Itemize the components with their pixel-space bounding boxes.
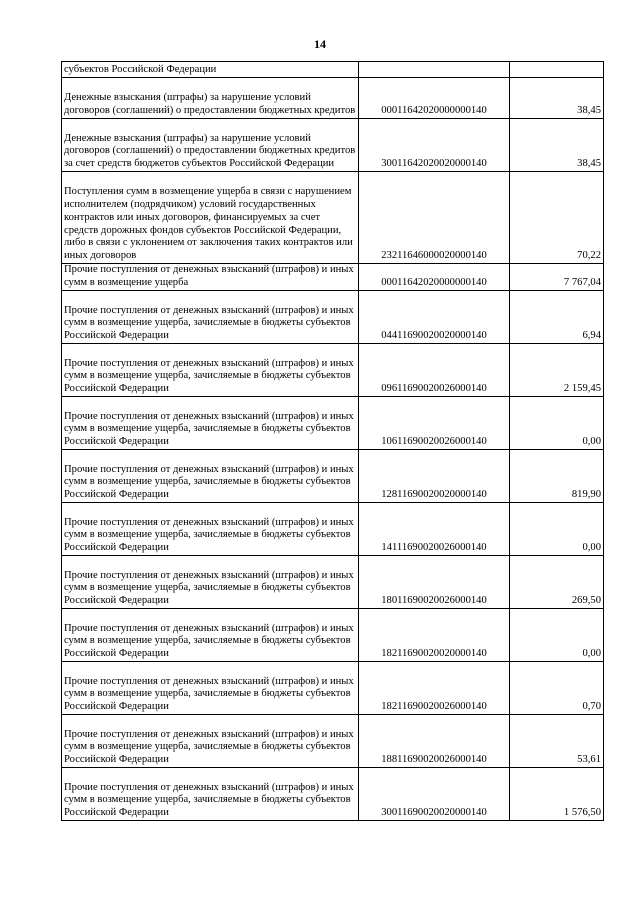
revenue-name-cell: Прочие поступления от денежных взысканий (штрафов) и иных сумм в возмещение ущерба, зачисляемые в бюджеты субъектов Российской Федерации (62, 291, 359, 344)
budget-code-cell: 12811690020020000140 (359, 450, 510, 503)
budget-code-cell: 23211646000020000140 (359, 172, 510, 264)
amount-cell: 0,70 (510, 662, 604, 715)
budget-code-cell: 18211690020026000140 (359, 662, 510, 715)
revenue-name-cell: Денежные взыскания (штрафы) за нарушение условий договоров (соглашений) о предоставлении бюджетных кредитов (62, 78, 359, 119)
budget-code-cell: 30011642020020000140 (359, 119, 510, 172)
amount-cell: 1 576,50 (510, 768, 604, 821)
amount-cell: 2 159,45 (510, 344, 604, 397)
table-row (62, 715, 604, 768)
budget-code-cell: 18011690020026000140 (359, 556, 510, 609)
revenue-name-cell: Поступления сумм в возмещение ущерба в связи с нарушением исполнителем (подрядчиком) условий государственных контрактов или иных договоров, финансируемых за счет средств дорожных фондов субъектов Российской Федерации, либо в связи с уклонением от заключения таких контрактов или иных договоров (62, 172, 359, 264)
amount-cell: 269,50 (510, 556, 604, 609)
revenue-name-cell: Прочие поступления от денежных взысканий (штрафов) и иных сумм в возмещение ущерба, зачисляемые в бюджеты субъектов Российской Федерации (62, 609, 359, 662)
amount-cell: 0,00 (510, 397, 604, 450)
table-row (62, 264, 604, 291)
amount-cell: 38,45 (510, 78, 604, 119)
revenue-name-cell: Прочие поступления от денежных взысканий (штрафов) и иных сумм в возмещение ущерба, зачисляемые в бюджеты субъектов Российской Федерации (62, 662, 359, 715)
budget-revenue-table (61, 61, 604, 821)
table-row (62, 344, 604, 397)
table-row (62, 291, 604, 344)
revenue-name-cell: Прочие поступления от денежных взысканий (штрафов) и иных сумм в возмещение ущерба (62, 264, 359, 291)
budget-code-cell: 00011642020000000140 (359, 264, 510, 291)
table-row (62, 62, 604, 78)
budget-code-cell: 30011690020020000140 (359, 768, 510, 821)
revenue-name-cell: Прочие поступления от денежных взысканий (штрафов) и иных сумм в возмещение ущерба, зачисляемые в бюджеты субъектов Российской Федерации (62, 397, 359, 450)
table-row (62, 503, 604, 556)
budget-code-cell: 00011642020000000140 (359, 78, 510, 119)
page-number: 14 (314, 37, 326, 51)
amount-cell: 38,45 (510, 119, 604, 172)
amount-cell: 7 767,04 (510, 264, 604, 291)
revenue-name-cell: Денежные взыскания (штрафы) за нарушение условий договоров (соглашений) о предоставлении бюджетных кредитов за счет средств бюджетов субъектов Российской Федерации (62, 119, 359, 172)
table-row (62, 556, 604, 609)
amount-cell: 53,61 (510, 715, 604, 768)
revenue-name-cell: Прочие поступления от денежных взысканий (штрафов) и иных сумм в возмещение ущерба, зачисляемые в бюджеты субъектов Российской Федерации (62, 450, 359, 503)
amount-cell: 70,22 (510, 172, 604, 264)
revenue-name-cell: Прочие поступления от денежных взысканий (штрафов) и иных сумм в возмещение ущерба, зачисляемые в бюджеты субъектов Российской Федерации (62, 556, 359, 609)
table-row (62, 609, 604, 662)
table-row (62, 397, 604, 450)
table-row (62, 172, 604, 264)
revenue-name-cell: Прочие поступления от денежных взысканий (штрафов) и иных сумм в возмещение ущерба, зачисляемые в бюджеты субъектов Российской Федерации (62, 344, 359, 397)
budget-code-cell: 18211690020020000140 (359, 609, 510, 662)
table-row (62, 662, 604, 715)
table-row (62, 119, 604, 172)
budget-code-cell: 18811690020026000140 (359, 715, 510, 768)
budget-code-cell: 14111690020026000140 (359, 503, 510, 556)
budget-code-cell: 04411690020020000140 (359, 291, 510, 344)
revenue-name-cell: Прочие поступления от денежных взысканий (штрафов) и иных сумм в возмещение ущерба, зачисляемые в бюджеты субъектов Российской Федерации (62, 768, 359, 821)
amount-cell: 819,90 (510, 450, 604, 503)
budget-code-cell: 09611690020026000140 (359, 344, 510, 397)
revenue-name-cell: Прочие поступления от денежных взысканий (штрафов) и иных сумм в возмещение ущерба, зачисляемые в бюджеты субъектов Российской Федерации (62, 503, 359, 556)
budget-code-cell (359, 62, 510, 78)
revenue-name-cell: субъектов Российской Федерации (62, 62, 359, 78)
revenue-name-cell: Прочие поступления от денежных взысканий (штрафов) и иных сумм в возмещение ущерба, зачисляемые в бюджеты субъектов Российской Федерации (62, 715, 359, 768)
amount-cell: 6,94 (510, 291, 604, 344)
table-row (62, 78, 604, 119)
table-row (62, 768, 604, 821)
amount-cell (510, 62, 604, 78)
amount-cell: 0,00 (510, 503, 604, 556)
table-row (62, 450, 604, 503)
budget-code-cell: 10611690020026000140 (359, 397, 510, 450)
amount-cell: 0,00 (510, 609, 604, 662)
